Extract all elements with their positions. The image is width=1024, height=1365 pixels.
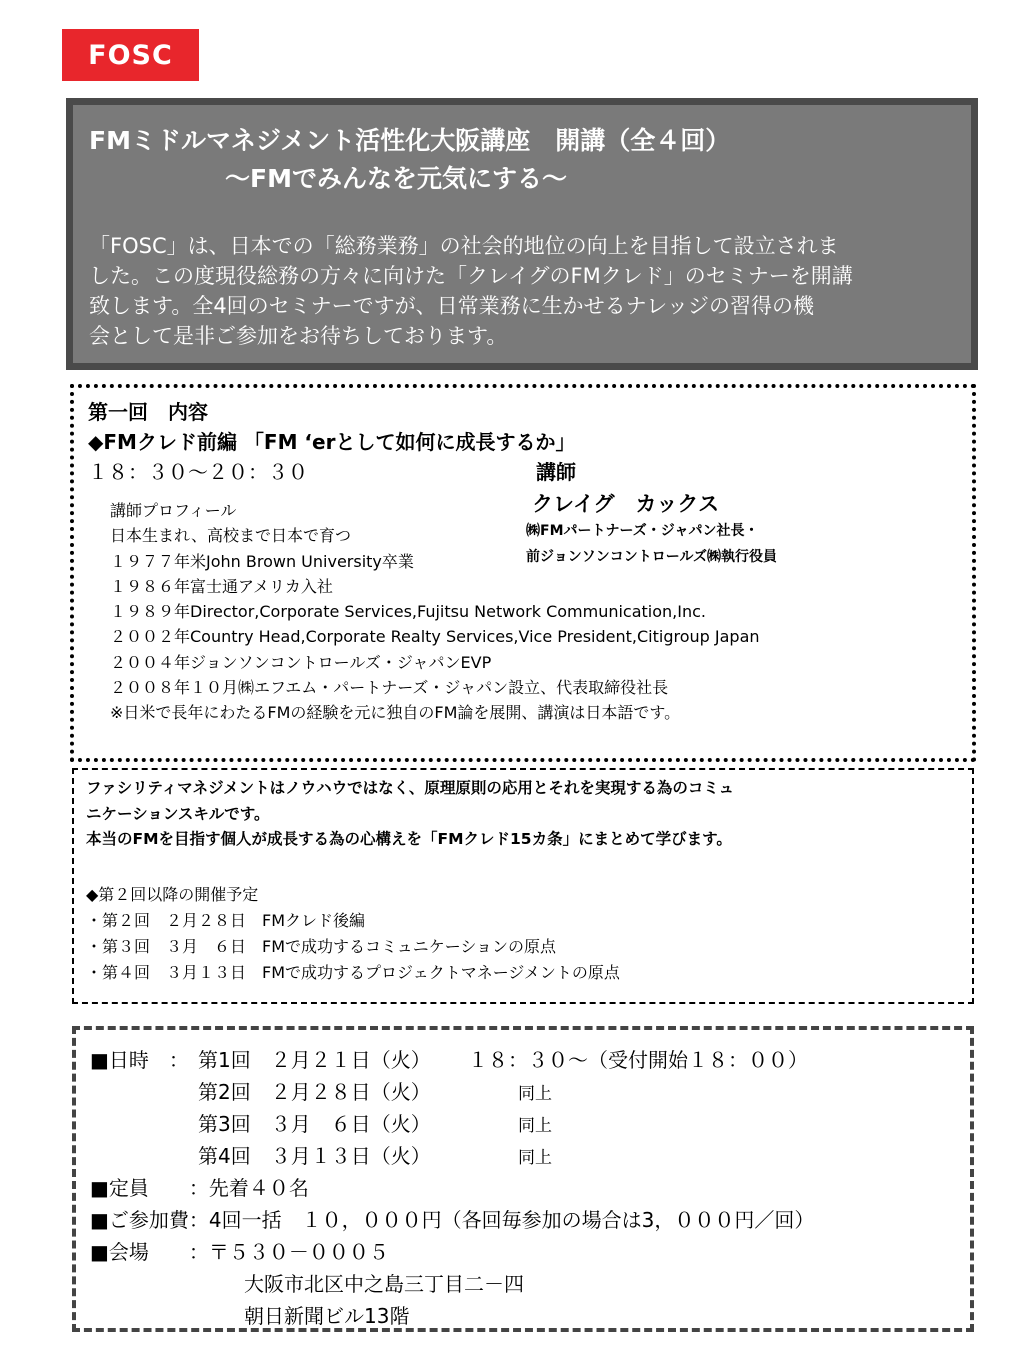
schedule-title: ◆第２回以降の開催予定 (86, 885, 259, 904)
date-row-session: 第3回 ３月 ６日（火） (198, 1112, 431, 1136)
profile-line: ２００２年Country Head,Corporate Realty Services,Vice President,Citigroup Japan (110, 627, 760, 647)
intro-line: 致します。全4回のセミナーですが、日常業務に生かせるナレッジの習得の機 (89, 294, 815, 318)
profile-line: 講師プロフィール (110, 501, 237, 520)
profile-line: ２００８年１０月㈱エフエム・パートナーズ・ジャパン設立、代表取締役社長 (110, 678, 669, 698)
capacity: ■定員 ：先着４０名 (90, 1176, 309, 1200)
date-row-session: 第4回 ３月１３日（火） (198, 1144, 431, 1168)
profile-line: 日本生まれ、高校まで日本で育つ (110, 526, 351, 546)
lecturer-profile (110, 498, 760, 726)
intro-line: 会として是非ご参加をお待ちしております。 (89, 324, 508, 348)
date-row-time: 同上 (518, 1084, 552, 1104)
date-row-session: 第1回 ２月２１日（火） (198, 1048, 431, 1072)
description-line: ファシリティマネジメントはノウハウではなく、原理原則の応用とそれを実現する為のコミュ (86, 779, 735, 797)
schedule-item: ・第４回 ３月１３日 FMで成功するプロジェクトマネージメントの原点 (86, 963, 620, 982)
venue-label: ■会場 ：〒５３０－０００５ (90, 1240, 389, 1264)
session1-time: １８：３０～２０：３０ (88, 460, 308, 484)
intro-line: 「FOSC」は、日本での「総務業務」の社会的地位の向上を目指して設立されま (89, 234, 839, 258)
profile-line: １９８９年Director,Corporate Services,Fujitsu Network Communication,Inc. (110, 602, 707, 622)
profile-line: １９８６年富士通アメリカ入社 (110, 576, 333, 596)
date-row-time: 同上 (518, 1116, 552, 1136)
intro-line: した。この度現役総務の方々に向けた「クレイグのFMクレド」のセミナーを開講 (89, 264, 853, 288)
date-row-session: 第2回 ２月２８日（火） (198, 1080, 431, 1104)
schedule-item: ・第３回 ３月 ６日 FMで成功するコミュニケーションの原点 (86, 937, 557, 956)
event-details-section (72, 1026, 974, 1332)
lecturer-name: クレイグ カックス (532, 492, 720, 516)
course-info-section (72, 768, 974, 1004)
date-row-time: 同上 (518, 1148, 552, 1168)
session1-subtitle: ◆FMクレド前編 「FM ‘erとして如何に成長するか」 (88, 430, 576, 454)
profile-line: ２００４年ジョンソンコントロールズ・ジャパンEVP (110, 652, 492, 672)
page-subtitle: ～FMでみんなを元気にする～ (225, 164, 567, 193)
venue-address: 大阪市北区中之島三丁目二－四 (244, 1272, 524, 1296)
intro-text (89, 231, 969, 351)
venue-building: 朝日新聞ビル13階 (244, 1304, 410, 1328)
schedule-list (86, 882, 620, 986)
session1-section (70, 384, 976, 762)
date-row-time: １８：３０～（受付開始１８：００） (468, 1048, 808, 1072)
profile-line: １９７７年米John Brown University卒業 (110, 551, 414, 571)
course-description (86, 776, 734, 853)
profile-line: ※日米で長年にわたるFMの経験を元に独自のFM論を展開、講演は日本語です。 (110, 703, 681, 723)
lecturer-label: 講師 (536, 460, 576, 484)
fee: ■ご参加費：4回一括 １０，０００円（各回毎参加の場合は3，０００円／回） (90, 1208, 815, 1232)
session1-title: 第一回 内容 (88, 400, 208, 424)
header-banner (66, 98, 978, 370)
fosc-logo: FOSC (62, 29, 199, 81)
lecturer-title-line: 前ジョンソンコントロールズ㈱執行役員 (526, 549, 778, 565)
date-label: ■日時 ： (90, 1048, 189, 1072)
page-title: FMミドルマネジメント活性化大阪講座 開講（全４回） (89, 126, 731, 155)
description-line: ニケーションスキルです。 (86, 804, 270, 823)
description-line: 本当のFMを目指す個人が成長する為の心構えを「FMクレド15カ条」にまとめて学びます。 (86, 830, 732, 848)
lecturer-title-line: ㈱FMパートナーズ・ジャパン社長・ (526, 523, 759, 539)
schedule-item: ・第２回 ２月２８日 FMクレド後編 (86, 911, 366, 930)
